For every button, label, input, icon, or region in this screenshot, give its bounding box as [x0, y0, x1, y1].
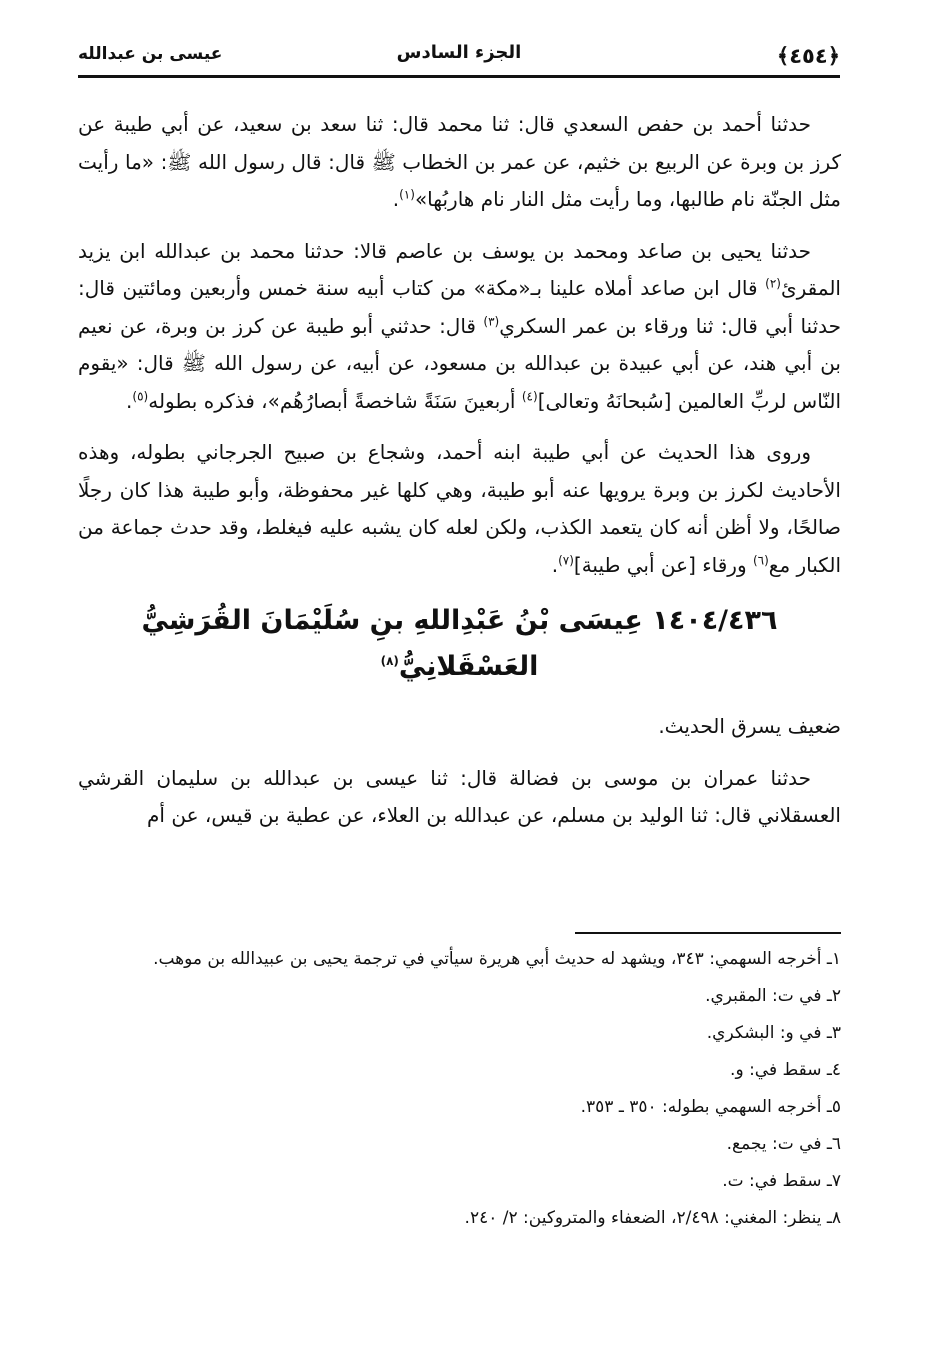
- footnote-1: ١ـ أخرجه السهمي: ٣٤٣، ويشهد له حديث أبي هريرة سيأتي في ترجمة يحيى بن عبيدالله بن موهب.: [153, 949, 841, 969]
- paragraph-3-end: .: [551, 552, 559, 577]
- footnote-6: ٦ـ في ت: يجمع.: [726, 1134, 841, 1154]
- main-text: [78, 106, 841, 849]
- paragraph-1: [78, 106, 841, 219]
- volume-title: الجزء السادس: [396, 42, 522, 63]
- running-header: [78, 40, 840, 74]
- entry-heading-text: ١٤٠٤/٤٣٦ عِيسَى بْنُ عَبْدِاللهِ بنِ سُلَيْمَانَ القُرَشِيُّ العَسْقَلانِيُّ: [141, 605, 778, 682]
- paragraph-2-text-b: قال ابن صاعد أملاه علينا بـ«مكة» من كتاب أبيه سنة خمس وأربعين ومائتين قال: حدثنا أبي قال: ثنا ورقاء بن عمر السكري: [78, 276, 841, 338]
- footnote-7: ٧ـ سقط في: ت.: [722, 1171, 841, 1191]
- footnote-ref-6: (٦): [752, 552, 769, 567]
- paragraph-3-text-b: ورقاء [عن أبي طيبة]: [573, 552, 753, 577]
- paragraph-2-text-c: قال: حدثني أبو طيبة عن كرز بن وبرة، عن نعيم بن أبي هند، عن أبي عبيدة بن عبدالله بن مسعود، عن أبيه، عن رسول الله ﷺ قال: «يقوم النّاس لربِّ العالمين [سُبحانَهُ وتعالى]: [78, 313, 841, 413]
- paragraph-3-text-a: وروى هذا الحديث عن أبي طيبة ابنه أحمد، وشجاع بن صبيح الجرجاني بطوله، وهذه الأحاديث لكرز بن وبرة يرويها عنه أبو طيبة، وهي كلها غير محفوظة، وأبو طيبة هذا كان رجلًا صالحًا، ولا أظن أنه كان يتعمد الكذب، ولكن لعله كان يشبه عليه فيغلط، وقد حدث جماعة من الكبار مع: [78, 440, 841, 577]
- paragraph-1-end: .: [392, 187, 400, 211]
- footnote-8: ٨ـ ينظر: المغني: ٢/٤٩٨، الضعفاء والمتروكين: ٢/ ٢٤٠.: [464, 1208, 841, 1228]
- footnotes: [78, 942, 841, 1238]
- footnote-5: ٥ـ أخرجه السهمي بطوله: ٣٥٠ ـ ٣٥٣.: [580, 1097, 841, 1117]
- footnote-ref-7: (٧): [558, 552, 574, 567]
- footnote-ref-4: (٤): [521, 388, 538, 403]
- paragraph-3: [78, 434, 841, 584]
- paragraph-2: [78, 233, 841, 421]
- footnote-ref-5: (٥): [132, 388, 149, 403]
- paragraph-2-end: .: [126, 388, 133, 413]
- paragraph-2-text-a: حدثنا يحيى بن صاعد ومحمد بن يوسف بن عاصم قالا: حدثنا محمد بن عبدالله ابن يزيد المقرئ: [78, 238, 841, 300]
- footnote-3: ٣ـ في و: البشكري.: [706, 1023, 841, 1043]
- paragraph-1-text: حدثنا أحمد بن حفص السعدي قال: ثنا محمد قال: ثنا سعد بن سعيد، عن أبي طيبة عن كرز بن وبرة عن الربيع بن خثيم، عن عمر بن الخطاب ﷺ قال: قال رسول الله ﷺ: «ما رأيت مثل الجنّة نام طالبها، وما رأيت مثل النار نام هاربُها»: [78, 112, 841, 211]
- running-title: عيسى بن عبدالله: [78, 44, 223, 64]
- footnote-2: ٢ـ في ت: المقبري.: [705, 986, 841, 1006]
- footnote-ref-8: (٨): [380, 654, 399, 668]
- paragraph-2-text-d: أربعينَ سَنَةً شاخصةً أبصارُهُم»، فذكره بطوله: [148, 388, 522, 413]
- footnote-ref-1: (١): [399, 187, 415, 202]
- paragraph-4: حدثنا عمران بن موسى بن فضالة قال: ثنا عيسى بن عبدالله بن سليمان القرشي العسقلاني قال: ثنا الوليد بن مسلم، عن عبدالله بن العلاء، عن عطية بن قيس، عن أم: [78, 765, 841, 827]
- page-number: ﴿٤٥٤﴾: [776, 44, 840, 68]
- footnote-4: ٤ـ سقط في: و.: [730, 1060, 841, 1080]
- footnote-ref-3: (٣): [483, 313, 500, 328]
- footnote-ref-2: (٢): [765, 276, 781, 291]
- footnote-rule: [575, 932, 841, 934]
- entry-heading: [78, 598, 841, 690]
- header-rule: [78, 75, 840, 78]
- entry-description: ضعيف يسرق الحديث.: [658, 714, 841, 738]
